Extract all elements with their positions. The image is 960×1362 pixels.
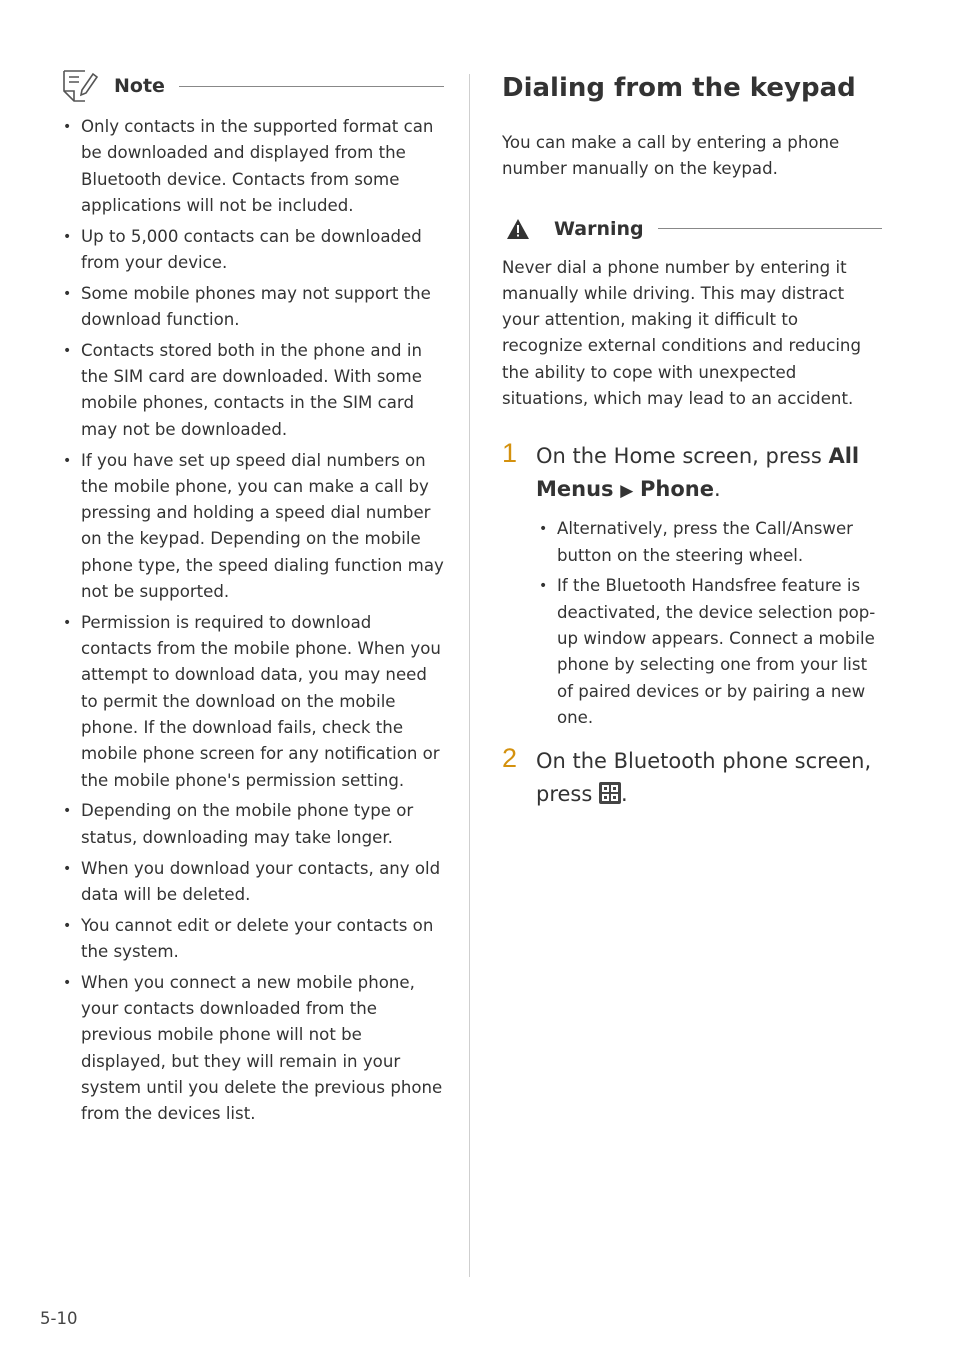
step-instruction	[536, 440, 882, 508]
step-1	[502, 440, 882, 731]
menu-name-all-menus: All Menus	[536, 444, 860, 502]
bullet-dot: •	[63, 860, 72, 877]
note-item-text: Contacts stored both in the phone and in the SIM card are downloaded. With some mobile phones, contacts in the SIM card may not be downloaded.	[81, 340, 422, 439]
column-divider	[469, 74, 470, 1277]
bullet-dot: •	[539, 521, 548, 538]
bullet-dot: •	[63, 119, 72, 135]
warning-header	[502, 213, 882, 245]
step-1-notes	[536, 516, 882, 731]
bullet-dot: •	[63, 452, 72, 469]
bullet-dot: •	[63, 342, 72, 359]
bullet-dot: •	[63, 228, 72, 245]
menu-name-phone: Phone	[640, 477, 714, 502]
step-2	[502, 745, 882, 811]
note-item-text: Only contacts in the supported format can be downloaded and displayed from the Bluetooth device. Contacts from some applications will not be included.	[81, 117, 434, 215]
note-item-text: Up to 5,000 contacts can be downloaded from your device.	[81, 226, 422, 272]
page-number: 5-10	[40, 1309, 78, 1328]
list-item	[60, 610, 444, 794]
note-item-text: When you connect a new mobile phone, your contacts downloaded from the previous mobile phone will not be displayed, but they will remain in your system until you delete the previous phone from the devices list.	[81, 972, 443, 1124]
note-item-text: You cannot edit or delete your contacts on the system.	[81, 915, 434, 961]
step-text-end: .	[713, 477, 721, 502]
list-item	[536, 516, 882, 569]
warning-triangle-icon	[506, 218, 530, 240]
list-item	[60, 224, 444, 277]
step-note-text: Alternatively, press the Call/Answer button on the steering wheel.	[557, 519, 853, 565]
bullet-dot: •	[63, 803, 72, 820]
warning-rule	[658, 228, 882, 229]
list-item	[60, 913, 444, 966]
step-text-end: .	[620, 782, 628, 807]
note-rule	[179, 86, 444, 87]
step-text: On the Home screen, press	[536, 444, 829, 469]
note-pencil-icon	[60, 66, 102, 106]
list-item	[60, 338, 444, 443]
list-item	[60, 114, 444, 219]
bullet-dot: •	[63, 614, 72, 631]
step-instruction	[536, 745, 882, 811]
dialing-section	[502, 64, 882, 825]
bullet-dot: •	[63, 917, 72, 934]
warning-body: Never dial a phone number by entering it manually while driving. This may distract your attention, making it difficult to recognize external conditions and reducing the ability to cope with unexpected situations, which may lead to an accident.	[502, 257, 861, 409]
step-note-text: If the Bluetooth Handsfree feature is deactivated, the device selection pop-up window appears. Connect a mobile phone by selecting one from your list of paired devices or by pairing a new one.	[557, 576, 876, 727]
note-header	[60, 64, 444, 108]
note-list	[60, 114, 444, 1127]
note-item-text: If you have set up speed dial numbers on the mobile phone, you can make a call by pressing and holding a speed dial number on the keypad. Depending on the mobile phone type, the speed dialing function may not be supported.	[81, 450, 444, 602]
step-number: 2	[502, 743, 518, 774]
bullet-dot: •	[63, 974, 72, 991]
note-item-text: When you download your contacts, any old data will be deleted.	[81, 858, 441, 904]
list-item	[60, 281, 444, 334]
note-title: Note	[114, 75, 165, 97]
warning-title: Warning	[554, 217, 644, 240]
bullet-dot: •	[63, 285, 72, 302]
note-item-text: Permission is required to download contacts from the mobile phone. When you attempt to download data, you may need to permit the download on the mobile phone. If the download fails, check the mobile phone screen for any notification or the mobile phone's permission setting.	[81, 612, 441, 790]
note-item-text: Some mobile phones may not support the download function.	[81, 283, 431, 330]
note-box	[60, 64, 444, 1132]
section-intro: You can make a call by entering a phone number manually on the keypad.	[502, 133, 840, 179]
list-item	[536, 573, 882, 731]
list-item	[60, 856, 444, 909]
bullet-dot: •	[539, 578, 548, 595]
list-item	[60, 970, 444, 1128]
list-item	[60, 798, 444, 851]
section-title: Dialing from the keypad	[502, 73, 856, 103]
note-item-text: Depending on the mobile phone type or status, downloading may take longer.	[81, 801, 414, 847]
step-number: 1	[502, 438, 518, 469]
list-item	[60, 448, 444, 606]
play-arrow-icon: ▶	[620, 481, 634, 502]
step-text: On the Bluetooth phone screen, press	[536, 749, 872, 807]
keypad-icon	[599, 782, 621, 804]
